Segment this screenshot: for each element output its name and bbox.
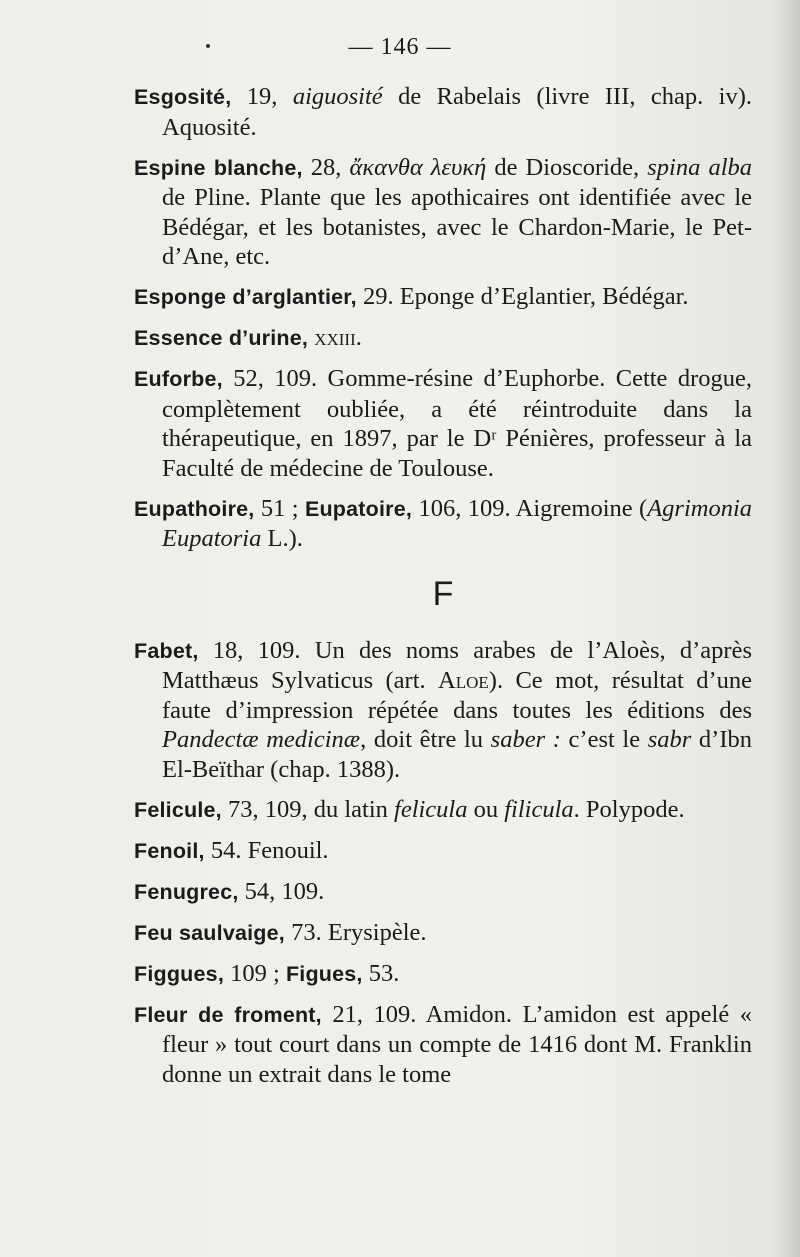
- small-caps-text: Aloe: [438, 667, 489, 694]
- entry-text: . Polypode.: [573, 795, 685, 823]
- dictionary-entry: [134, 1000, 752, 1090]
- italic-term: Pandectæ medicinæ: [162, 726, 361, 753]
- entry-text: 73. Erysipèle.: [284, 918, 427, 946]
- entry-text: d’Ibn El-Beïthar (chap. 1388).: [162, 726, 752, 783]
- italic-term: felicula: [394, 795, 468, 823]
- dictionary-entry: [134, 959, 752, 990]
- entry-headword: Felicule,: [134, 797, 222, 822]
- entry-text: 73, 109, du latin: [221, 795, 395, 823]
- dictionary-entry: [134, 795, 752, 826]
- entry-text: de Rabelais (livre III, chap. iv). Aquosité.: [162, 83, 753, 141]
- dictionary-entry: [134, 282, 752, 313]
- entry-text: , doit être lu: [360, 726, 491, 753]
- entry-text: de Dioscoride,: [486, 153, 648, 181]
- text-column: [134, 82, 752, 1100]
- dictionary-entry: [134, 877, 752, 908]
- entry-headword: Fenoil,: [134, 838, 205, 863]
- dictionary-entry: [134, 153, 752, 272]
- entry-text: L.).: [261, 525, 303, 552]
- dictionary-entry: [134, 323, 752, 354]
- italic-term: filicula: [504, 795, 574, 823]
- entry-text: 19,: [231, 83, 293, 110]
- entry-headword: Eupathoire,: [134, 496, 255, 521]
- entry-text: 52, 109. Gomme-résine d’Euphorbe. Cette drogue, complètement oubliée, a été réintroduite dans la thérapeutique, en 1897, par le Dʳ Pénières, professeur à la Faculté de médecine de Toulouse.: [162, 365, 752, 482]
- entry-text: 51 ;: [254, 494, 305, 522]
- entry-headword: Fleur de froment,: [134, 1002, 322, 1027]
- dictionary-entry: [134, 494, 752, 554]
- section-letter: F: [432, 574, 454, 613]
- entry-list-f: [134, 636, 752, 1090]
- entry-headword: Espine blanche,: [134, 155, 303, 180]
- entry-text: 28,: [302, 153, 350, 181]
- entry-text: .: [355, 324, 362, 351]
- small-caps-text: xxiii: [314, 324, 356, 351]
- entry-headword: Fabet,: [134, 638, 199, 663]
- entry-text: 29. Eponge d’Eglantier, Bédégar.: [356, 283, 689, 310]
- entry-headword: Esgosité,: [134, 85, 232, 109]
- entry-headword: Feu saulvaige,: [134, 920, 285, 945]
- dictionary-entry: [134, 636, 752, 785]
- entry-text: 21, 109. Amidon. L’amidon est appelé « fleur » tout court dans un compte de 1416 dont M. Franklin donne un extrait dans le tome: [162, 1000, 752, 1088]
- entry-text: 53.: [362, 959, 400, 987]
- dictionary-entry: [134, 836, 752, 867]
- italic-term: ἄκανθα λευκή: [349, 153, 487, 181]
- dictionary-entry: [134, 918, 752, 949]
- entry-text: 109 ;: [224, 959, 286, 987]
- entry-list-e: [134, 82, 752, 554]
- italic-term: sabr: [647, 726, 692, 753]
- entry-text: c’est le: [560, 726, 648, 753]
- entry-headword: Fenugrec,: [134, 879, 239, 904]
- italic-term: saber :: [490, 726, 561, 753]
- dictionary-entry: [134, 82, 752, 142]
- entry-text: 54. Fenouil.: [204, 836, 329, 864]
- entry-text: ). Ce mot, résultat d’une faute d’impression répétée dans toutes les éditions des: [162, 667, 752, 724]
- italic-term: Agrimonia Eupatoria: [162, 494, 753, 552]
- entry-text: 18, 109. Un des noms arabes de l’Aloès, d’après Matthæus Sylvaticus (art.: [162, 636, 752, 694]
- entry-text: 54, 109.: [238, 877, 325, 905]
- entry-headword: Euforbe,: [134, 367, 223, 391]
- entry-text: 106, 109. Aigremoine (: [412, 494, 648, 522]
- entry-text: de Pline. Plante que les apothicaires ont identifiée avec le Bédégar, et les botanistes, avec le Chardon-Marie, le Pet-d’Ane, etc.: [162, 184, 752, 270]
- entry-headword: Esponge d’arglantier,: [134, 285, 357, 309]
- dictionary-entry: [134, 364, 752, 483]
- entry-text: ou: [467, 795, 505, 823]
- entry-headword: Figgues,: [134, 961, 224, 986]
- page-edge-shadow: [778, 0, 800, 1257]
- entry-headword: Essence d’urine,: [134, 326, 309, 350]
- italic-term: spina alba: [647, 153, 753, 181]
- italic-term: aiguosité: [292, 83, 383, 110]
- entry-headword-variant: Figues,: [285, 961, 363, 986]
- entry-headword-variant: Eupatoire,: [304, 496, 413, 521]
- page-number: — 146 —: [348, 34, 452, 60]
